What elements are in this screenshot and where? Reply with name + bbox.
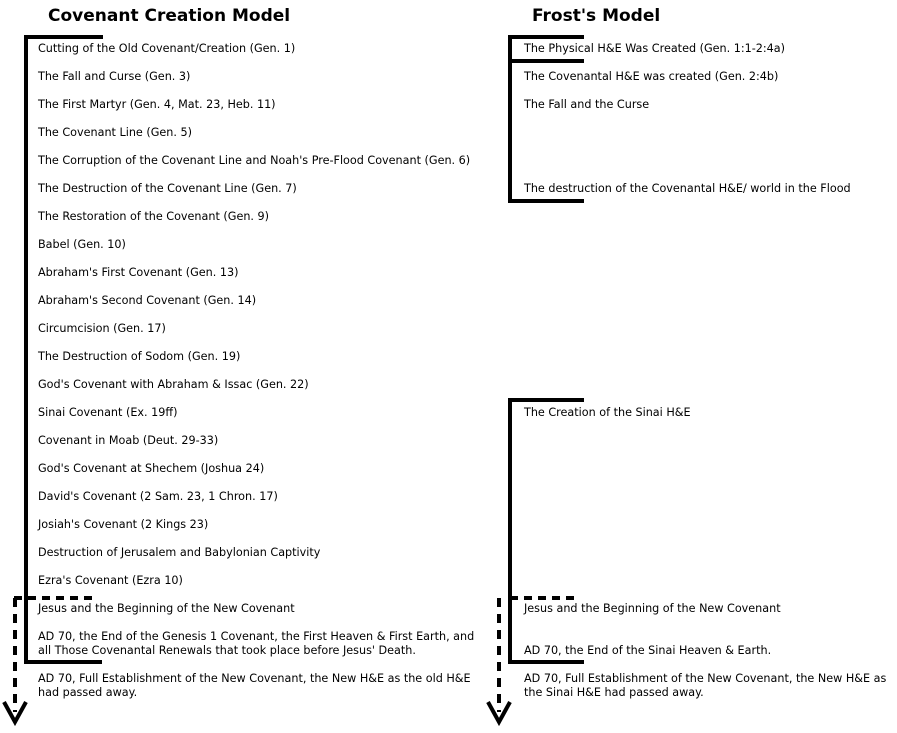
left-item: The First Martyr (Gen. 4, Mat. 23, Heb. 11) — [38, 98, 276, 111]
right-item: AD 70, Full Establishment of the New Covenant, the New H&E as the Sinai H&E had passed away. — [524, 672, 887, 699]
left-item: God's Covenant with Abraham & Issac (Gen. 22) — [38, 378, 309, 391]
left-item: AD 70, the End of the Genesis 1 Covenant, the First Heaven & First Earth, and all Those Covenantal Renewals that took place before Jesus' Death. — [38, 630, 475, 657]
right-item: The Fall and the Curse — [524, 98, 650, 111]
left-item: Jesus and the Beginning of the New Covenant — [38, 602, 295, 615]
left-item: God's Covenant at Shechem (Joshua 24) — [38, 462, 265, 475]
left-item: Abraham's Second Covenant (Gen. 14) — [38, 294, 257, 307]
right-item: The Covenantal H&E was created (Gen. 2:4b) — [524, 70, 779, 83]
right-model-title: Frost's Model — [532, 6, 661, 26]
right-item: The destruction of the Covenantal H&E/ world in the Flood — [524, 182, 851, 195]
left-item: The Destruction of Sodom (Gen. 19) — [38, 350, 241, 363]
left-item: David's Covenant (2 Sam. 23, 1 Chron. 17) — [38, 490, 278, 503]
left-item: The Fall and Curse (Gen. 3) — [38, 70, 191, 83]
left-item: Cutting of the Old Covenant/Creation (Gen. 1) — [38, 42, 296, 55]
right-item: Jesus and the Beginning of the New Covenant — [524, 602, 781, 615]
left-item: The Corruption of the Covenant Line and Noah's Pre-Flood Covenant (Gen. 6) — [38, 154, 471, 167]
right-item: The Physical H&E Was Created (Gen. 1:1-2:4a) — [524, 42, 785, 55]
left-item: AD 70, Full Establishment of the New Covenant, the New H&E as the old H&E had passed away. — [38, 672, 471, 699]
left-item: Ezra's Covenant (Ezra 10) — [38, 574, 183, 587]
left-item: Sinai Covenant (Ex. 19ff) — [38, 406, 178, 419]
left-item: Destruction of Jerusalem and Babylonian Captivity — [38, 546, 321, 559]
left-item: Covenant in Moab (Deut. 29-33) — [38, 434, 219, 447]
left-item: The Covenant Line (Gen. 5) — [38, 126, 192, 139]
left-item: Josiah's Covenant (2 Kings 23) — [38, 518, 209, 531]
left-item: The Destruction of the Covenant Line (Gen. 7) — [38, 182, 297, 195]
right-bracket-sinai — [510, 400, 584, 662]
left-item: Abraham's First Covenant (Gen. 13) — [38, 266, 239, 279]
left-item: The Restoration of the Covenant (Gen. 9) — [38, 210, 270, 223]
right-item: The Creation of the Sinai H&E — [524, 406, 691, 419]
right-item: AD 70, the End of the Sinai Heaven & Earth. — [524, 644, 772, 657]
left-item: Circumcision (Gen. 17) — [38, 322, 166, 335]
left-model-title: Covenant Creation Model — [48, 6, 291, 26]
left-item: Babel (Gen. 10) — [38, 238, 126, 251]
